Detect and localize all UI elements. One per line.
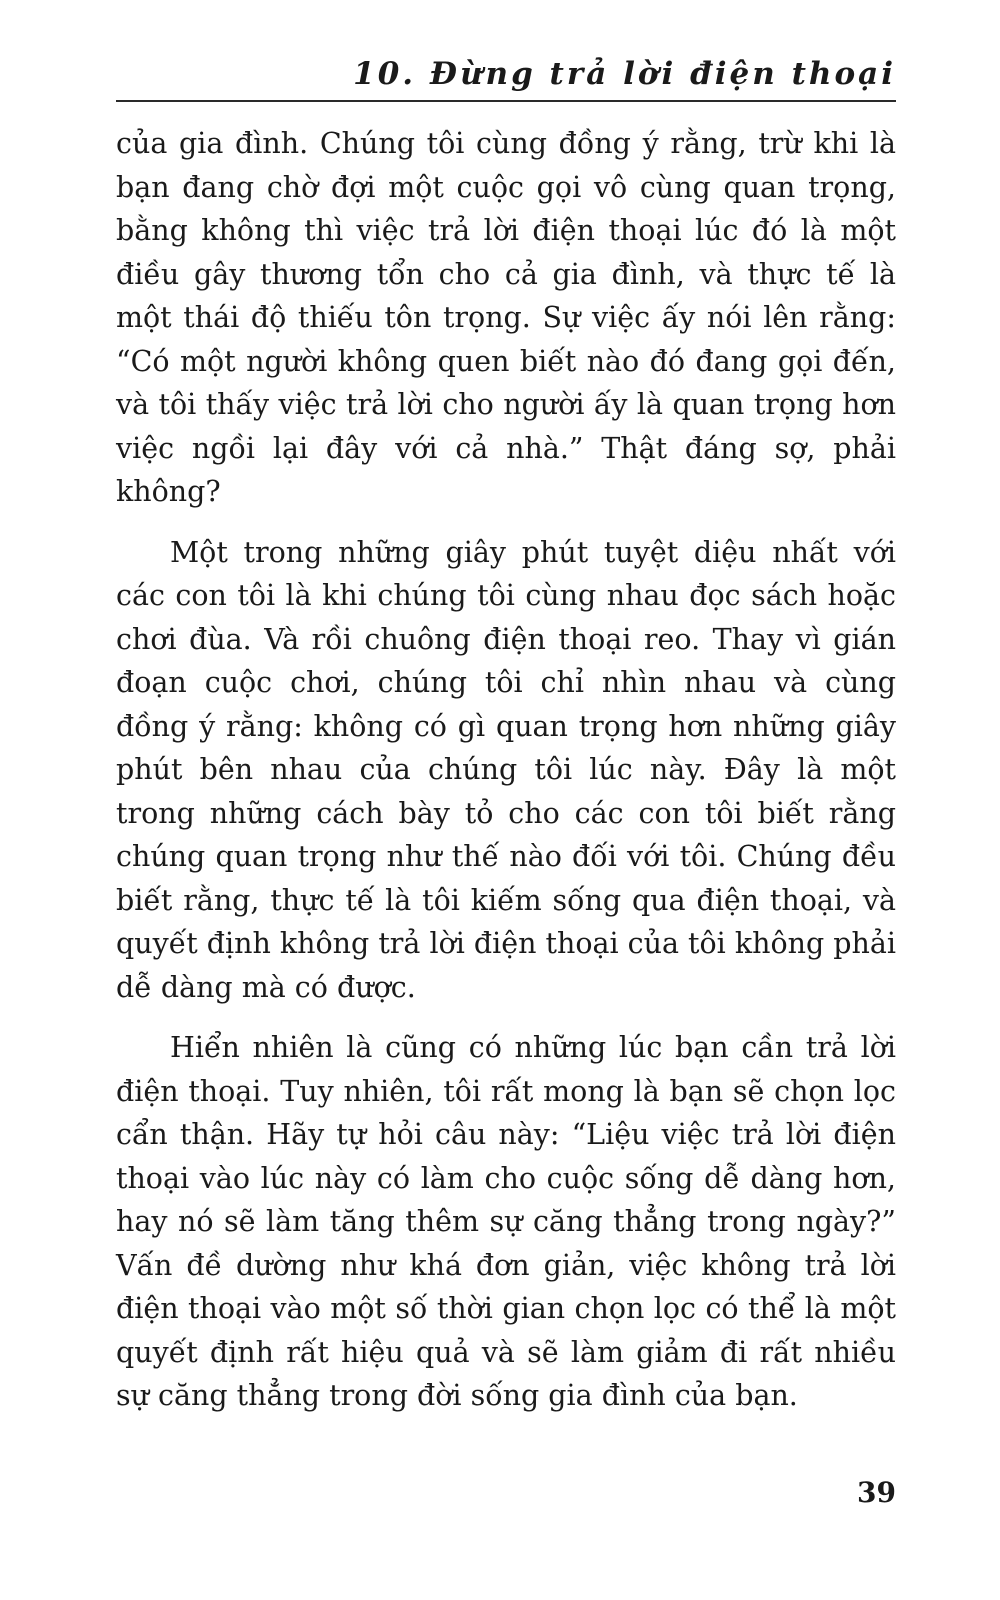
chapter-title: 10. Đừng trả lời điện thoại: [353, 56, 896, 92]
paragraph-3: Hiển nhiên là cũng có những lúc bạn cần trả lời điện thoại. Tuy nhiên, tôi rất mong là bạn sẽ chọn lọc cẩn thận. Hãy tự hỏi câu này: “Liệu việc trả lời điện thoại vào lúc này có làm cho cuộc sống dễ dàng hơn, hay nó sẽ làm tăng thêm sự căng thẳng trong ngày?” Vấn đề dường như khá đơn giản, việc không trả lời điện thoại vào một số thời gian chọn lọc có thể là một quyết định rất hiệu quả và sẽ làm giảm đi rất nhiều sự căng thẳng trong đời sống gia đình của bạn.: [116, 1031, 896, 1412]
page-body: [116, 122, 896, 1418]
paragraph-1: của gia đình. Chúng tôi cùng đồng ý rằng, trừ khi là bạn đang chờ đợi một cuộc gọi vô cùng quan trọng, bằng không thì việc trả lời điện thoại lúc đó là một điều gây thương tổn cho cả gia đình, và thực tế là một thái độ thiếu tôn trọng. Sự việc ấy nói lên rằng: “Có một người không quen biết nào đó đang gọi đến, và tôi thấy việc trả lời cho người ấy là quan trọng hơn việc ngồi lại đây với cả nhà.” Thật đáng sợ, phải không?: [116, 127, 896, 508]
page-number: 39: [857, 1476, 896, 1509]
running-header: [116, 52, 896, 102]
paragraph-2: Một trong những giây phút tuyệt diệu nhất với các con tôi là khi chúng tôi cùng nhau đọc sách hoặc chơi đùa. Và rồi chuông điện thoại reo. Thay vì gián đoạn cuộc chơi, chúng tôi chỉ nhìn nhau và cùng đồng ý rằng: không có gì quan trọng hơn những giây phút bên nhau của chúng tôi lúc này. Đây là một trong những cách bày tỏ cho các con tôi biết rằng chúng quan trọng như thế nào đối với tôi. Chúng đều biết rằng, thực tế là tôi kiếm sống qua điện thoại, và quyết định không trả lời điện thoại của tôi không phải dễ dàng mà có được.: [116, 535, 896, 1004]
